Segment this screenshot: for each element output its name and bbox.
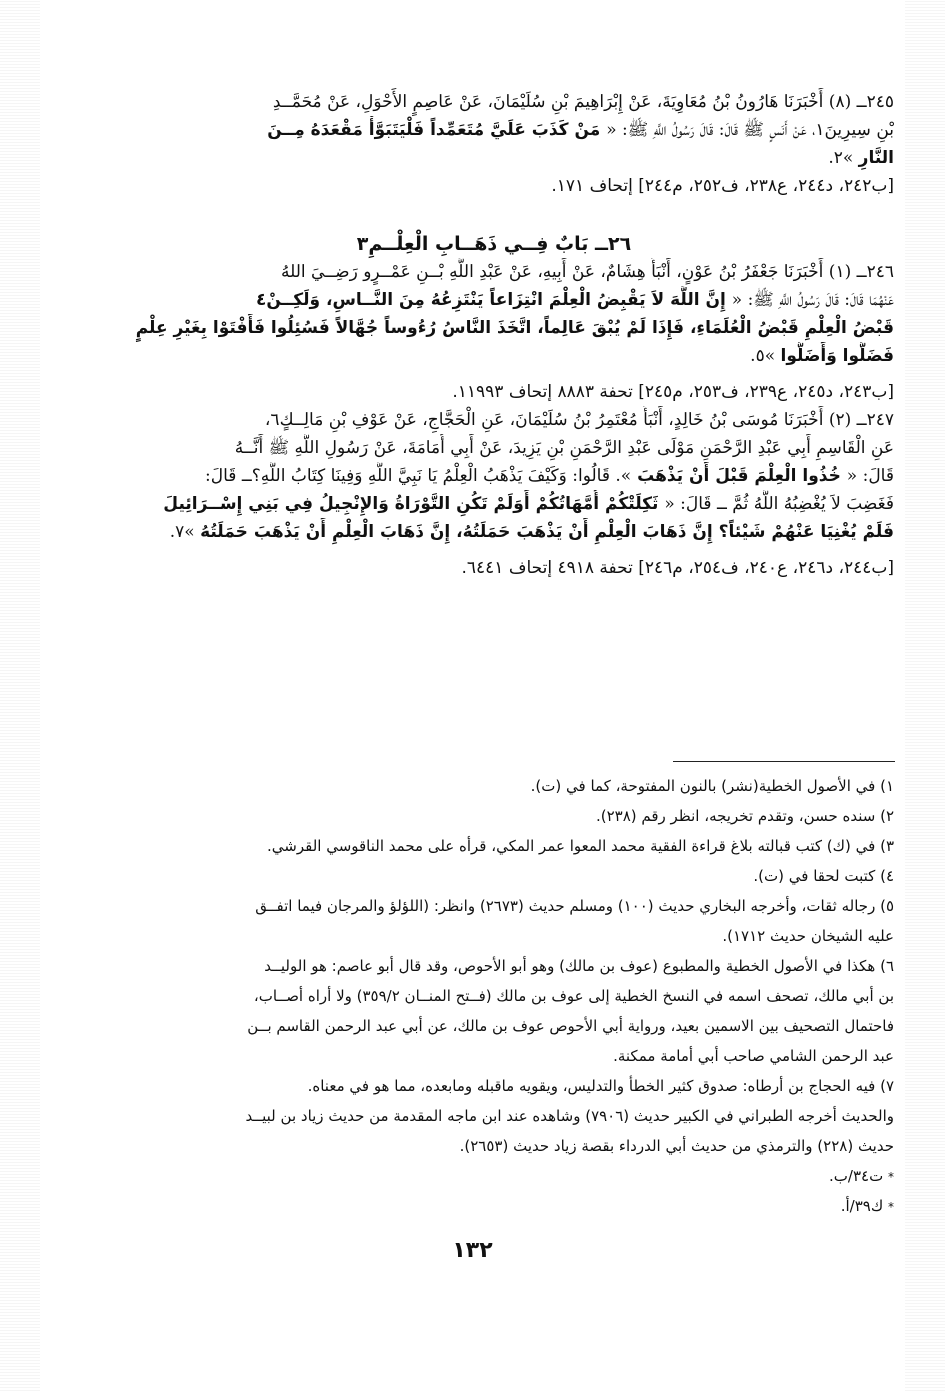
hadith-line bbox=[94, 314, 894, 342]
prophetic-saying: النَّارِ bbox=[858, 148, 894, 168]
hadith-text: بْنِ سِيرِينَ١، عَنْ أَنَسٍ ﷺ قَالَ: قَالَ رَسُولُ اللَّهِ ﷺ: « bbox=[606, 120, 894, 140]
prophetic-saying: مَنْ كَذَبَ عَلَيَّ مُتَعَمِّداً فَلْيَتَبَوَّأْ مَقْعَدَهُ مِــنَ bbox=[267, 120, 607, 140]
hadith-text: فَغَضِبَ لاَ يُغْضِبُهُ اللَّهُ ثُمَّ ــ قَالَ: « bbox=[664, 494, 894, 514]
prophetic-saying: ثَكِلَتْكُمْ أُمَّهَاتُكُمْ أَوَلَمْ تَكُنِ التَّوْرَاةُ وَالإِنْجِيلُ فِي بَنِي إِسْــرَائِيلَ bbox=[163, 494, 665, 514]
footnote-line: ١) في الأصول الخطية(نشر) بالنون المفتوحة، كما في (ت). bbox=[530, 777, 894, 795]
hadith-text: ٢٤٦ــ (١) أَخْبَرَنَا جَعْفَرُ بْنُ عَوْنٍ، أَنْبَأَ هِشَامٌ، عَنْ أَبِيهِ، عَنْ عَبْدِ اللَّهِ بْــنِ عَمْــرٍو رَضِــيَ اللهُ bbox=[280, 262, 894, 282]
hadith-text: قَالَ: « bbox=[846, 466, 894, 486]
hadith-line bbox=[94, 490, 894, 518]
asterisk-icon: * bbox=[888, 1170, 894, 1184]
hadith-line bbox=[94, 116, 894, 144]
hadith-text: عَنْهُمَا قَالَ: قَالَ رَسُولُ اللَّهِ ﷺ: « bbox=[731, 290, 894, 310]
hadith-line bbox=[94, 258, 894, 286]
hadith-text: ٢٤٥ــ (٨) أَخْبَرَنَا هَارُونُ بْنُ مُعَاوِيَةَ، عَنْ إِبْرَاهِيمَ بْنِ سُلَيْمَانَ، عَنْ عَاصِمٍ الأَحْوَلِ، عَنْ مُحَمَّــدِ bbox=[272, 92, 894, 112]
hadith-line bbox=[94, 88, 894, 116]
footnote-line: عليه الشيخان حديث ١٧١٢). bbox=[722, 927, 894, 945]
scan-edge-left bbox=[0, 0, 40, 1391]
hadith-text: »٢. bbox=[828, 148, 859, 168]
main-text bbox=[94, 88, 894, 582]
hadith-247 bbox=[94, 406, 894, 582]
hadith-text: ». قَالُوا: وَكَيْفَ يَذْهَبُ الْعِلْمُ يَا نَبِيَّ اللَّهِ وَفِينَا كِتَابُ اللَّهِ؟ــ قَالَ: bbox=[205, 466, 632, 486]
footnote-line: بن أبي مالك، تصحف اسمه في النسخ الخطية إلى عوف بن مالك (فــتح المنــان ٣٥٩/٢) ولا أراه أصــاب، bbox=[253, 987, 894, 1005]
reference-line: [ب٢٤٤، د٢٤٦، ع٢٤٠، ف٢٥٤، م٢٤٦] تحفة ٤٩١٨ إتحاف ٦٤٤١. bbox=[461, 558, 894, 578]
hadith-line bbox=[94, 144, 894, 172]
prophetic-saying: قَبْضُ الْعِلْمِ قَبْضُ الْعُلَمَاءِ، فَإِذَا لَمْ يُبْقَ عَالِماً، اتَّخَذَ النَّاسُ رُءُوساً جُهَّالاً فَسُئِلُوا فَأَفْتَوْا بِغَيْرِ عِلْمٍ bbox=[135, 318, 894, 338]
hadith-line bbox=[94, 286, 894, 314]
hadith-246 bbox=[94, 258, 894, 406]
footnote-line: فاحتمال التصحيف بين الاسمين بعيد، ورواية أبي الأحوص عوف بن مالك، عن أبي عبد الرحمن القاسم بــن bbox=[247, 1017, 894, 1035]
footnote-line: عبد الرحمن الشامي صاحب أبي أمامة ممكنة. bbox=[613, 1047, 894, 1065]
footnote-divider bbox=[673, 761, 895, 762]
hadith-line bbox=[94, 518, 894, 546]
hadith-line bbox=[94, 462, 894, 490]
prophetic-saying: فَلَمْ يُغْنِيَا عَنْهُمْ شَيْئاً؟ إِنَّ ذَهَابَ الْعِلْمِ أَنْ يَذْهَبَ حَمَلَتُهُ، إِنَّ ذَهَابَ الْعِلْمِ أَنْ يَذْهَبَ حَمَلَتُهُ bbox=[200, 522, 894, 542]
folio-mark-text: ك٣٩/أ. bbox=[840, 1197, 888, 1215]
folio-mark bbox=[94, 1161, 894, 1191]
footnote-line: حديث (٢٢٨) والترمذي من حديث أبي الدرداء بقصة زياد حديث (٢٦٥٣). bbox=[459, 1137, 894, 1155]
footnote-line: ٣) في (ك) كتب قبالته بلاغ قراءة الفقية محمد المعوا عمر المكي، قرأه على محمد الناقوسي القرشي. bbox=[266, 837, 894, 855]
hadith-line bbox=[94, 342, 894, 370]
reference-line: [ب٢٤٢، د٢٤٤، ع٢٣٨، ف٢٥٢، م٢٤٤] إتحاف ١٧١. bbox=[551, 176, 894, 196]
asterisk-icon: * bbox=[888, 1200, 894, 1214]
hadith-text: »٥. bbox=[750, 346, 781, 366]
prophetic-saying: خُذُوا الْعِلْمَ قَبْلَ أَنْ يَذْهَبَ bbox=[631, 466, 847, 486]
footnote-line: ٧) فيه الحجاج بن أرطاه: صدوق كثير الخطأ والتدليس، ويقويه ماقبله ومابعده، مما هو في معناه. bbox=[307, 1077, 894, 1095]
page-number: ١٣٢ bbox=[452, 1238, 493, 1263]
folio-mark bbox=[94, 1191, 894, 1221]
hadith-text: ٢٤٧ــ (٢) أَخْبَرَنَا مُوسَى بْنُ خَالِدٍ، أَنْبَأَ مُعْتَمِرُ بْنُ سُلَيْمَانَ، عَنِ الْحَجَّاجِ، عَنْ عَوْفِ بْنِ مَالِــكٍ٦، bbox=[264, 410, 894, 430]
footnote-line: ٢) سنده حسن، وتقدم تخريجه، انظر رقم (٢٣٨). bbox=[595, 807, 894, 825]
prophetic-saying: فَضَلُّوا وَأَضَلُّوا bbox=[780, 346, 894, 366]
reference-line: [ب٢٤٣، د٢٤٥، ع٢٣٩، ف٢٥٣، م٢٤٥] تحفة ٨٨٨٣ إتحاف ١١٩٩٣. bbox=[452, 382, 894, 402]
scan-edge-right bbox=[905, 0, 945, 1391]
footnote-line: ٦) هكذا في الأصول الخطية والمطبوع (عوف بن مالك) وهو أبو الأحوص، وقد قال أبو عاصم: هو الوليــد bbox=[264, 957, 894, 975]
footnotes bbox=[94, 771, 894, 1221]
hadith-text: »٧. bbox=[169, 522, 201, 542]
footnote-line: والحديث أخرجه الطبراني في الكبير حديث (٧٩٠٦) وشاهده عند ابن ماجه المقدمة من حديث زياد بن لبيــد bbox=[245, 1107, 894, 1125]
footnote-line: ٥) رجاله ثقات، وأخرجه البخاري حديث (١٠٠) ومسلم حديث (٢٦٧٣) وانظر: (اللؤلؤ والمرجان فيما اتفــق bbox=[255, 897, 894, 915]
hadith-line bbox=[94, 434, 894, 462]
hadith-text: عَنِ الْقَاسِمِ أَبِي عَبْدِ الرَّحْمَنِ مَوْلَى عَبْدِ الرَّحْمَنِ بْنِ يَزِيدَ، عَنْ أَبِي أُمَامَةَ، عَنْ رَسُولِ اللَّهِ ﷺ أَنَّــهُ bbox=[234, 438, 894, 458]
folio-mark-text: ت٣٤/ب. bbox=[829, 1167, 888, 1185]
hadith-line bbox=[94, 406, 894, 434]
chapter-title: ٢٦ــ بَابٌ فِــي ذَهَــابِ الْعِلْــمِ٣ bbox=[356, 233, 632, 255]
hadith-245 bbox=[94, 88, 894, 200]
prophetic-saying: إِنَّ اللَّهَ لاَ يَقْبِضُ الْعِلْمَ انْتِزَاعاً يَنْتَزِعُهُ مِنَ النَّــاسِ، وَلَكِــنْ٤ bbox=[255, 290, 732, 310]
footnote-line: ٤) كتبت لحقا في (ت). bbox=[753, 867, 894, 885]
